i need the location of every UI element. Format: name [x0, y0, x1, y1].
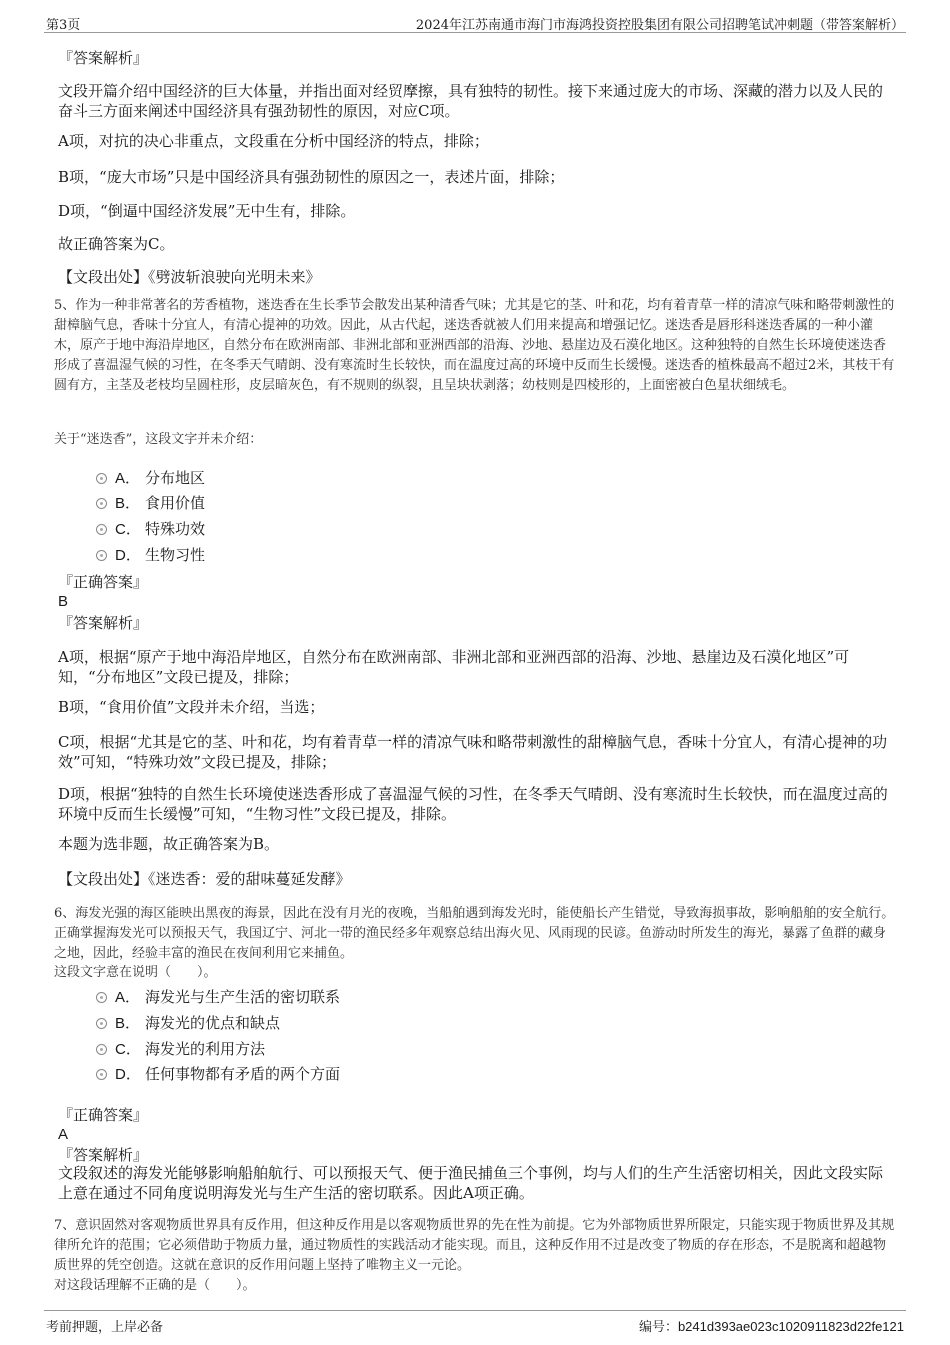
text-source: 【文段出处】《劈波斩浪驶向光明未来》	[58, 268, 321, 286]
correct-answer-label: 『正确答案』	[58, 1106, 149, 1124]
correct-answer: A	[58, 1126, 69, 1143]
q5-option-b[interactable]: B． 食用价值	[96, 493, 205, 514]
radio-icon[interactable]	[96, 498, 107, 509]
question-6-text: 6、海发光强的海区能映出黑夜的海景，因此在没有月光的夜晚，当船舶遇到海发光时，能使船长产生错觉，导致海损事故，影响船舶的安全航行。正确掌握海发光可以预报天气，我国辽宁、河北一带的渔民经多年观察总结出海火见、风雨现的民谚。鱼游动时所发生的海光，暴露了鱼群的藏身之地，因此，经验丰富的渔民在夜间利用它来捕鱼。	[54, 906, 895, 961]
q5-option-a[interactable]: A． 分布地区	[96, 468, 205, 489]
question-5-text: 5、作为一种非常著名的芳香植物，迷迭香在生长季节会散发出某种清香气味；尤其是它的茎、叶和花，均有着青草一样的清凉气味和略带刺激性的甜樟脑气息，香味十分宜人，有清心提神的功效。因此，从古代起，迷迭香就被人们用来提高和增强记忆。迷迭香是唇形科迷迭香属的一种小灌木，原产于地中海沿岸地区，自然分布在欧洲南部、非洲北部和亚洲西部的沿海、沙地、悬崖边及石漠化地区。这种独特的自然生长环境使迷迭香形成了喜温湿气候的习性，在冬季天气晴朗、没有寒流时生长较快，而在温度过高的环境中反而生长缓慢。迷迭香的植株最高不超过2米，其枝干有圆有方，主茎及老枝均呈圆柱形，皮层暗灰色，有不规则的纵裂，且呈块状剥落；幼枝则是四棱形的，上面密被白色星状细绒毛。	[54, 298, 895, 393]
page-header	[44, 10, 906, 33]
document-id: 编号：b241d393ae023c1020911823d22fe121	[638, 1319, 904, 1334]
radio-icon[interactable]	[96, 550, 107, 561]
q6-option-c[interactable]: C． 海发光的利用方法	[96, 1039, 265, 1060]
analysis-option-d: D项，根据“独特的自然生长环境使迷迭香形成了喜温湿气候的习性，在冬季天气晴朗、没有寒流时生长较快，而在温度过高的环境中反而生长缓慢”可知，“生物习性”文段已提及，排除。	[58, 785, 888, 823]
question-6-prompt: 这段文字意在说明（ ）。	[54, 965, 217, 980]
page-footer	[44, 1310, 906, 1335]
q6-option-a[interactable]: A． 海发光与生产生活的密切联系	[96, 987, 340, 1008]
document-title: 2024年江苏南通市海门市海鸿投资控股集团有限公司招聘笔试冲刺题（带答案解析）	[415, 18, 904, 33]
analysis-label: 『答案解析』	[58, 1146, 149, 1164]
q6-option-d[interactable]: D． 任何事物都有矛盾的两个方面	[96, 1064, 340, 1085]
correct-answer: B	[58, 593, 69, 610]
analysis-paragraph: 文段开篇介绍中国经济的巨大体量，并指出面对经贸摩擦，具有独特的韧性。接下来通过庞大的市场、深藏的潜力以及人民的奋斗三方面来阐述中国经济具有强劲韧性的原因，对应C项。	[58, 82, 884, 120]
analysis-option-a: A项，根据“原产于地中海沿岸地区，自然分布在欧洲南部、非洲北部和亚洲西部的沿海、沙地、悬崖边及石漠化地区”可知，“分布地区”文段已提及，排除；	[58, 648, 850, 686]
analysis-label: 『答案解析』	[58, 49, 149, 67]
analysis-paragraph: 文段叙述的海发光能够影响船舶航行、可以预报天气、便于渔民捕鱼三个事例，均与人们的生产生活密切相关，因此文段实际上意在通过不同角度说明海发光与生产生活的密切联系。因此A项正确。	[58, 1164, 884, 1202]
question-7-text: 7、意识固然对客观物质世界具有反作用，但这种反作用是以客观物质世界的先在性为前提。它为外部物质世界所限定，只能实现于物质世界及其规律所允许的范围；它必须借助于物质力量，通过物质性的实践活动才能实现。而且，这种反作用不过是改变了物质的存在形态，不是脱离和超越物质世界的凭空创造。这就在意识的反作用问题上坚持了唯物主义一元论。	[54, 1218, 895, 1273]
question-5-prompt: 关于“迷迭香”，这段文字并未介绍：	[54, 432, 263, 447]
q5-option-c[interactable]: C． 特殊功效	[96, 519, 205, 540]
analysis-option-c: C项，根据“尤其是它的茎、叶和花，均有着青草一样的清凉气味和略带刺激性的甜樟脑气息，香味十分宜人，有清心提神的功效”可知，“特殊功效”文段已提及，排除；	[58, 733, 888, 771]
question-7-prompt: 对这段话理解不正确的是（ ）。	[54, 1278, 256, 1293]
analysis-option-a: A项，对抗的决心非重点，文段重在分析中国经济的特点，排除；	[58, 132, 489, 150]
radio-icon[interactable]	[96, 1069, 107, 1080]
radio-icon[interactable]	[96, 524, 107, 535]
text-source: 【文段出处】《迷迭香：爱的甜味蔓延发酵》	[58, 870, 351, 888]
analysis-conclusion: 故正确答案为C。	[58, 235, 175, 253]
correct-answer-label: 『正确答案』	[58, 573, 149, 591]
q6-option-b[interactable]: B． 海发光的优点和缺点	[96, 1013, 280, 1034]
radio-icon[interactable]	[96, 1044, 107, 1055]
analysis-option-b: B项，“食用价值”文段并未介绍，当选；	[58, 698, 325, 716]
radio-icon[interactable]	[96, 1018, 107, 1029]
q5-option-d[interactable]: D． 生物习性	[96, 545, 205, 566]
page-number: 第3页	[46, 18, 81, 33]
analysis-label: 『答案解析』	[58, 614, 149, 632]
analysis-option-b: B项，“庞大市场”只是中国经济具有强劲韧性的原因之一，表述片面，排除；	[58, 168, 565, 186]
analysis-option-d: D项，“倒逼中国经济发展”无中生有，排除。	[58, 202, 356, 220]
radio-icon[interactable]	[96, 992, 107, 1003]
analysis-conclusion: 本题为选非题，故正确答案为B。	[58, 835, 280, 853]
radio-icon[interactable]	[96, 473, 107, 484]
footer-slogan: 考前押题，上岸必备	[46, 1320, 164, 1335]
